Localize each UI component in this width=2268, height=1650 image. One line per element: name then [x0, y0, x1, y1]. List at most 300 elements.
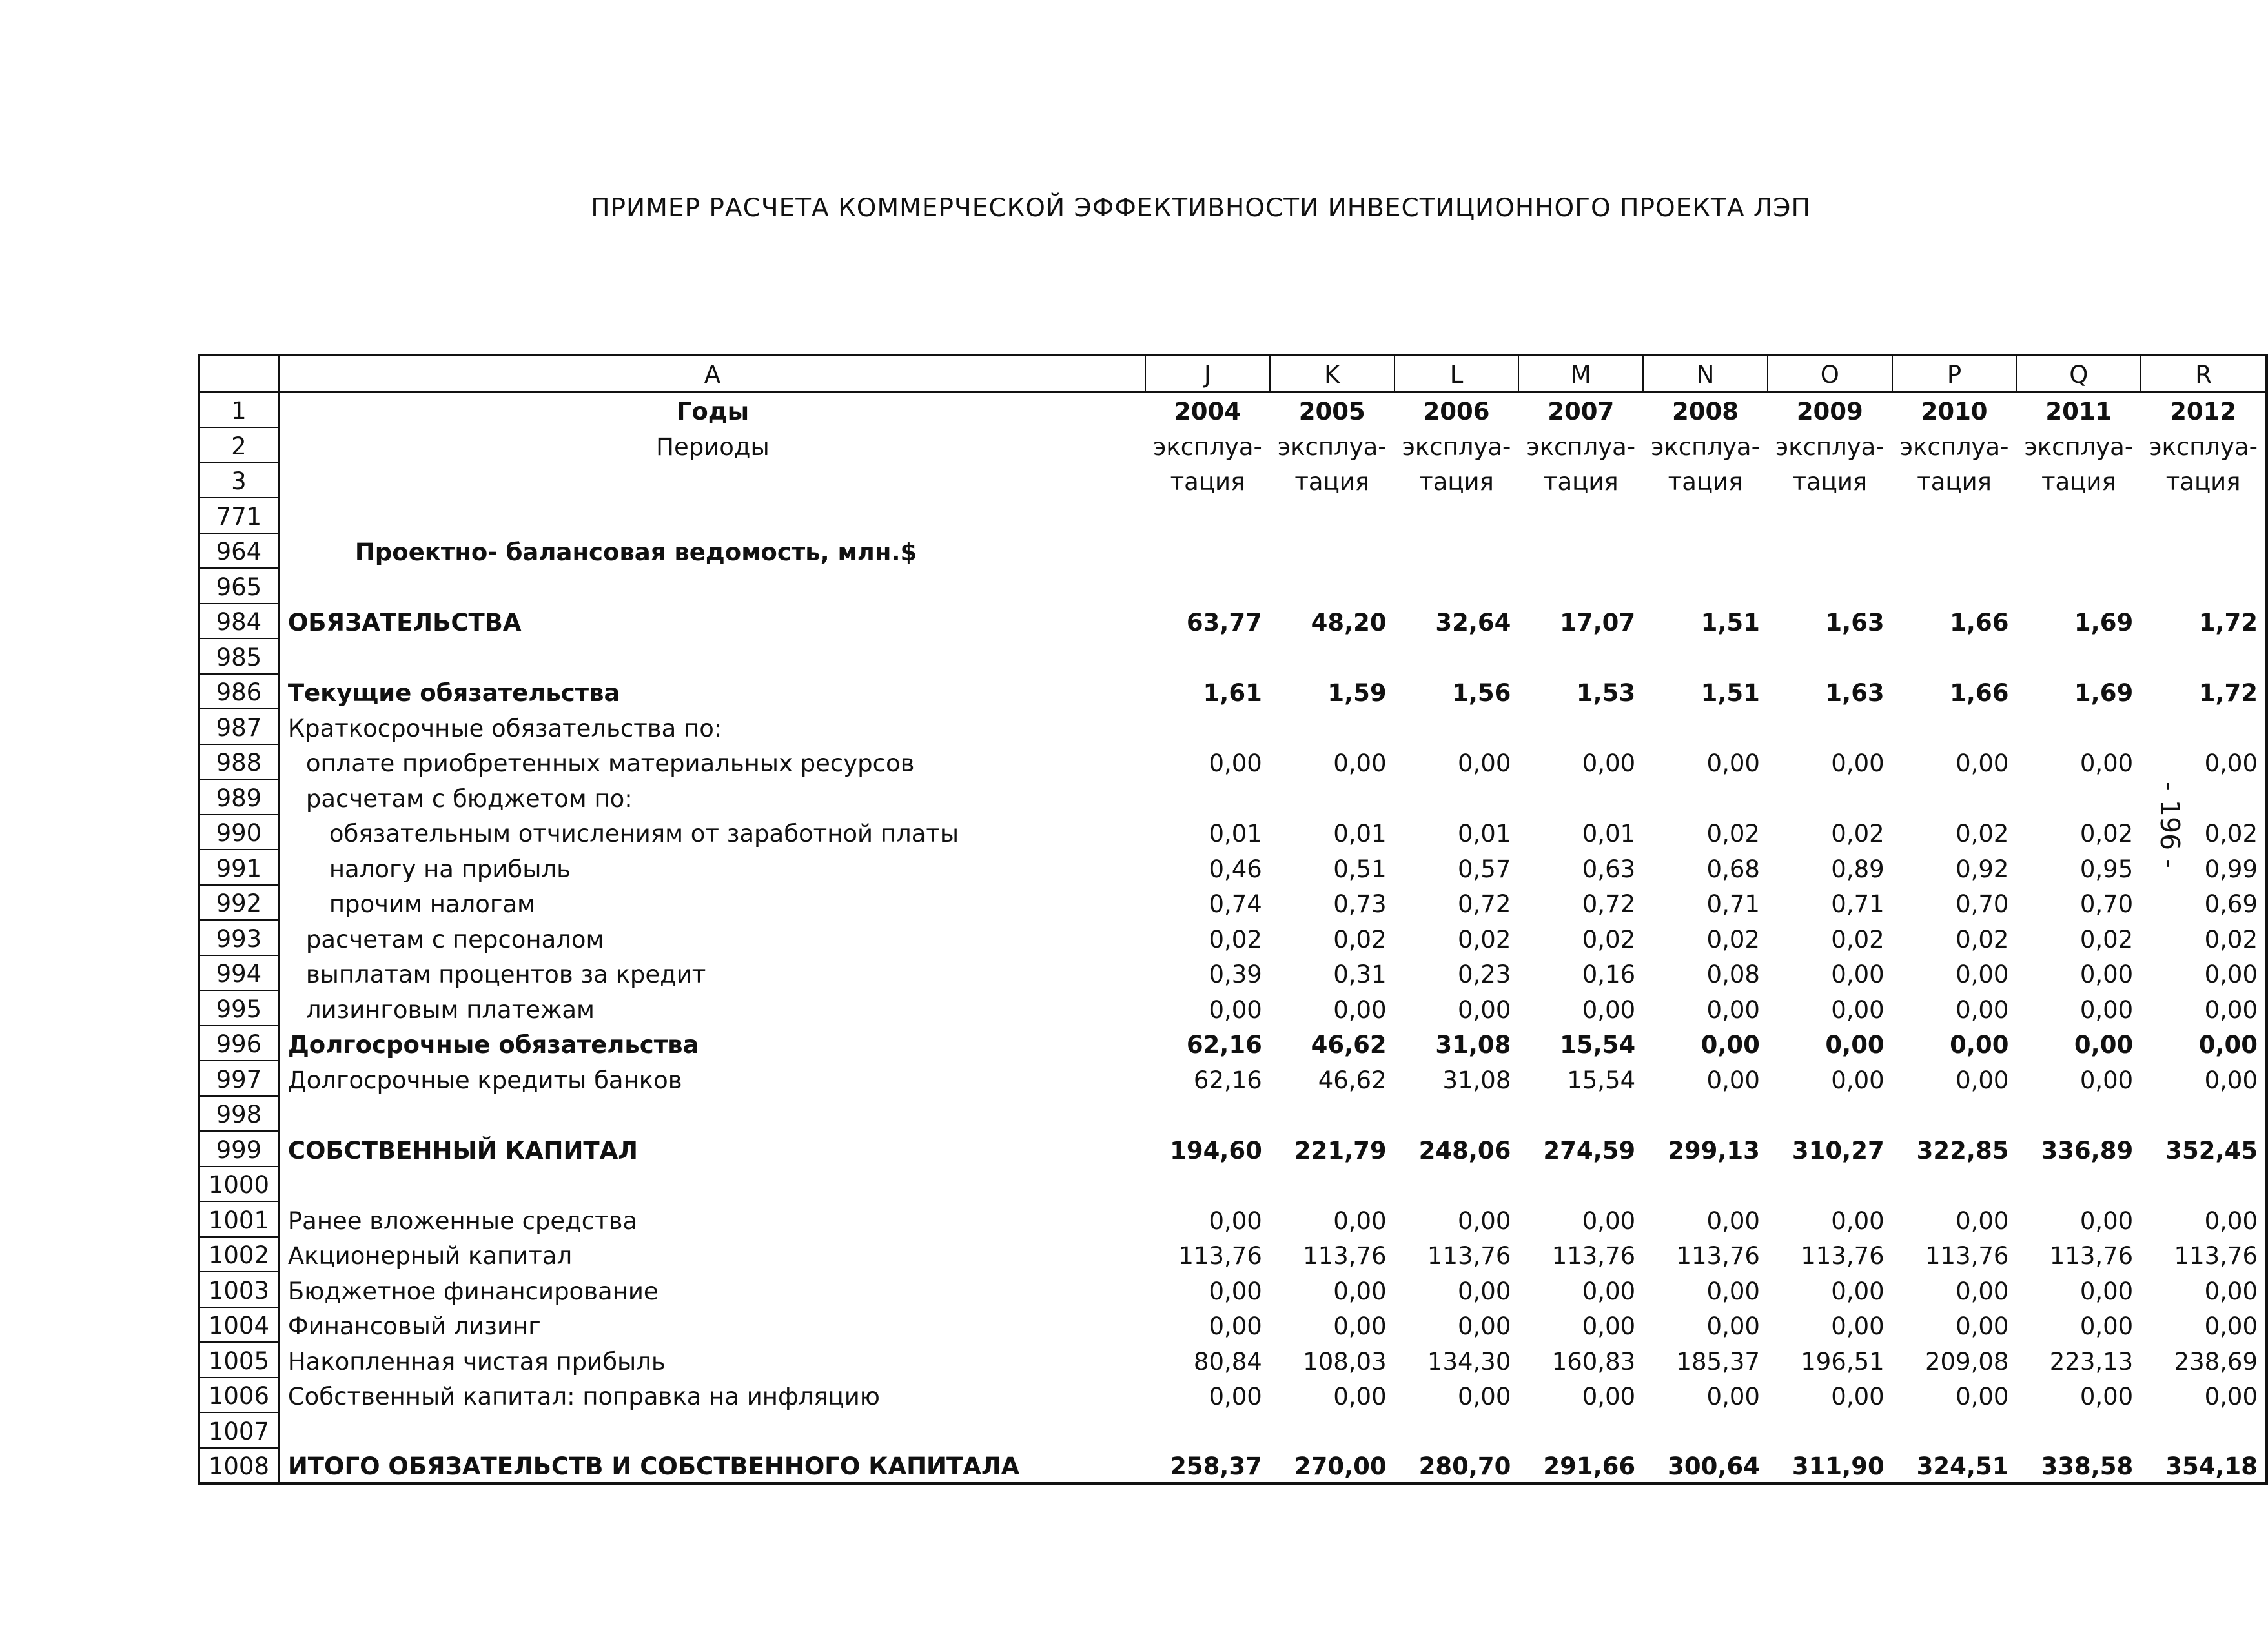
row-number[interactable]: 988	[199, 744, 279, 780]
value-cell[interactable]	[1643, 533, 1768, 569]
value-cell[interactable]: 0,00	[2079, 1066, 2134, 1094]
row-label[interactable]: прочим налогам	[329, 890, 535, 918]
column-header-L[interactable]: L	[1395, 355, 1519, 392]
row-number[interactable]: 999	[199, 1131, 279, 1166]
value-cell[interactable]	[1270, 1166, 1395, 1202]
value-cell[interactable]	[1395, 1096, 1519, 1132]
value-cell[interactable]: 0,00	[1956, 1066, 2009, 1094]
value-cell[interactable]	[1768, 1166, 1892, 1202]
value-cell[interactable]: 0,00	[1831, 995, 1885, 1024]
years-value[interactable]: 2011	[2045, 398, 2112, 425]
value-cell[interactable]: 0,00	[1956, 749, 2009, 777]
value-cell[interactable]	[1892, 709, 2017, 744]
value-cell[interactable]	[1145, 568, 1270, 604]
row-label[interactable]: налогу на прибыль	[329, 855, 571, 883]
value-cell[interactable]	[1270, 709, 1395, 744]
value-cell[interactable]: 1,59	[1327, 679, 1387, 707]
value-cell[interactable]	[2016, 498, 2141, 533]
row-number[interactable]: 1005	[199, 1342, 279, 1378]
value-cell[interactable]: 32,64	[1435, 609, 1511, 637]
value-cell[interactable]: 0,00	[1831, 1066, 1885, 1094]
value-cell[interactable]: 0,31	[1333, 961, 1387, 988]
periods_cont-value[interactable]: тация	[2041, 468, 2116, 496]
column-header-N[interactable]: N	[1643, 355, 1768, 392]
value-cell[interactable]: 113,76	[1676, 1242, 1760, 1270]
value-cell[interactable]: 0,00	[1950, 1031, 2009, 1059]
value-cell[interactable]	[2016, 1166, 2141, 1202]
row-label[interactable]: ИТОГО ОБЯЗАТЕЛЬСТВ И СОБСТВЕННОГО КАПИТАЛА	[287, 1452, 1020, 1480]
value-cell[interactable]: 324,51	[1916, 1452, 2009, 1480]
value-cell[interactable]: 354,18	[2165, 1452, 2258, 1480]
value-cell[interactable]	[1145, 1412, 1270, 1448]
row-label[interactable]: Бюджетное финансирование	[287, 1277, 659, 1305]
row-label[interactable]: Проектно- балансовая ведомость, млн.$	[354, 538, 917, 566]
value-cell[interactable]: 0,00	[1956, 1312, 2009, 1340]
row-number[interactable]: 998	[199, 1096, 279, 1132]
value-cell[interactable]: 48,20	[1311, 609, 1387, 637]
value-cell[interactable]	[2016, 779, 2141, 815]
value-cell[interactable]	[1270, 1096, 1395, 1132]
value-cell[interactable]: 1,51	[1701, 679, 1760, 707]
row-label[interactable]: Ранее вложенные средства	[287, 1207, 638, 1235]
value-cell[interactable]: 0,02	[1706, 820, 1760, 848]
value-cell[interactable]: 0,16	[1582, 961, 1636, 988]
value-cell[interactable]	[1395, 638, 1519, 674]
value-cell[interactable]: 0,95	[2079, 855, 2134, 883]
row-label[interactable]: Акционерный капитал	[287, 1242, 573, 1270]
row-label[interactable]: расчетам с бюджетом по:	[305, 784, 633, 813]
value-cell[interactable]: 0,02	[2204, 925, 2258, 953]
row-number[interactable]: 1007	[199, 1412, 279, 1448]
value-cell[interactable]	[1395, 498, 1519, 533]
value-cell[interactable]: 1,66	[1950, 679, 2009, 707]
periods-value[interactable]: эксплуа-	[1402, 433, 1511, 461]
value-cell[interactable]: 0,02	[1706, 925, 1760, 953]
value-cell[interactable]	[1145, 638, 1270, 674]
value-cell[interactable]: 0,70	[2079, 890, 2134, 918]
row-number[interactable]: 995	[199, 990, 279, 1026]
value-cell[interactable]	[1145, 1166, 1270, 1202]
value-cell[interactable]: 291,66	[1543, 1452, 1636, 1480]
value-cell[interactable]	[2016, 709, 2141, 744]
value-cell[interactable]	[1518, 498, 1643, 533]
value-cell[interactable]	[1643, 709, 1768, 744]
value-cell[interactable]: 1,53	[1576, 679, 1636, 707]
years-value[interactable]: 2012	[2170, 398, 2237, 425]
value-cell[interactable]: 1,63	[1825, 679, 1885, 707]
value-cell[interactable]: 0,00	[2079, 1383, 2134, 1411]
row-number[interactable]: 990	[199, 815, 279, 850]
value-cell[interactable]: 0,01	[1458, 820, 1511, 848]
value-cell[interactable]: 1,72	[2198, 609, 2258, 637]
value-cell[interactable]: 0,00	[1458, 995, 1511, 1024]
value-cell[interactable]	[1643, 498, 1768, 533]
row-label[interactable]	[279, 568, 1145, 604]
value-cell[interactable]	[1395, 709, 1519, 744]
value-cell[interactable]: 0,00	[1458, 1277, 1511, 1305]
value-cell[interactable]: 0,00	[1458, 1207, 1511, 1235]
value-cell[interactable]: 0,02	[2204, 820, 2258, 848]
value-cell[interactable]: 1,61	[1203, 679, 1262, 707]
value-cell[interactable]	[1395, 1412, 1519, 1448]
value-cell[interactable]: 0,00	[2204, 1207, 2258, 1235]
value-cell[interactable]: 0,01	[1333, 820, 1387, 848]
row-label[interactable]: Финансовый лизинг	[287, 1312, 541, 1340]
row-label[interactable]	[279, 498, 1145, 533]
value-cell[interactable]: 113,76	[2174, 1242, 2258, 1270]
value-cell[interactable]: 0,00	[2079, 1207, 2134, 1235]
periods_cont-value[interactable]: тация	[1668, 468, 1743, 496]
value-cell[interactable]: 46,62	[1318, 1066, 1387, 1094]
value-cell[interactable]	[1768, 533, 1892, 569]
value-cell[interactable]	[1270, 533, 1395, 569]
value-cell[interactable]	[1518, 1166, 1643, 1202]
value-cell[interactable]: 31,08	[1442, 1066, 1511, 1094]
value-cell[interactable]: 46,62	[1311, 1031, 1387, 1059]
periods_cont-value[interactable]: тация	[1917, 468, 1992, 496]
value-cell[interactable]: 0,74	[1209, 890, 1262, 918]
value-cell[interactable]: 0,00	[1582, 1277, 1636, 1305]
row-number[interactable]: 992	[199, 885, 279, 921]
value-cell[interactable]	[1145, 498, 1270, 533]
value-cell[interactable]: 0,23	[1458, 961, 1511, 988]
value-cell[interactable]: 0,02	[2079, 925, 2134, 953]
periods-value[interactable]: эксплуа-	[2024, 433, 2134, 461]
periods_cont-value[interactable]: тация	[1792, 468, 1868, 496]
value-cell[interactable]	[1768, 1096, 1892, 1132]
value-cell[interactable]: 0,00	[1956, 1383, 2009, 1411]
value-cell[interactable]	[2016, 638, 2141, 674]
value-cell[interactable]: 248,06	[1418, 1136, 1511, 1165]
row-number[interactable]: 1004	[199, 1307, 279, 1343]
value-cell[interactable]: 0,72	[1582, 890, 1636, 918]
value-cell[interactable]: 221,79	[1294, 1136, 1387, 1165]
value-cell[interactable]	[2016, 1412, 2141, 1448]
periods-value[interactable]: эксплуа-	[2149, 433, 2258, 461]
value-cell[interactable]: 108,03	[1303, 1347, 1387, 1376]
value-cell[interactable]	[1768, 779, 1892, 815]
value-cell[interactable]: 0,00	[2079, 995, 2134, 1024]
value-cell[interactable]	[1892, 638, 2017, 674]
value-cell[interactable]: 113,76	[2049, 1242, 2134, 1270]
value-cell[interactable]	[1395, 779, 1519, 815]
periods-value[interactable]: эксплуа-	[1775, 433, 1885, 461]
periods_cont-value[interactable]: тация	[1543, 468, 1619, 496]
periods_cont-value[interactable]: тация	[1294, 468, 1370, 496]
value-cell[interactable]	[1768, 709, 1892, 744]
row-label[interactable]: Долгосрочные кредиты банков	[287, 1066, 682, 1094]
value-cell[interactable]	[1270, 638, 1395, 674]
value-cell[interactable]: 0,46	[1209, 855, 1262, 883]
value-cell[interactable]: 0,00	[1458, 749, 1511, 777]
value-cell[interactable]: 1,66	[1950, 609, 2009, 637]
value-cell[interactable]: 80,84	[1193, 1347, 1262, 1376]
value-cell[interactable]: 0,73	[1333, 890, 1387, 918]
value-cell[interactable]: 63,77	[1186, 609, 1262, 637]
value-cell[interactable]: 274,59	[1543, 1136, 1636, 1165]
periods-value[interactable]: эксплуа-	[1153, 433, 1262, 461]
value-cell[interactable]: 0,01	[1209, 820, 1262, 848]
value-cell[interactable]	[2141, 1166, 2267, 1202]
value-cell[interactable]	[1145, 779, 1270, 815]
value-cell[interactable]	[2016, 1096, 2141, 1132]
value-cell[interactable]: 0,68	[1706, 855, 1760, 883]
value-cell[interactable]: 238,69	[2174, 1347, 2258, 1376]
value-cell[interactable]: 0,00	[1956, 961, 2009, 988]
value-cell[interactable]	[1395, 1166, 1519, 1202]
value-cell[interactable]: 0,00	[1333, 995, 1387, 1024]
value-cell[interactable]: 0,00	[2204, 749, 2258, 777]
value-cell[interactable]: 0,00	[1956, 1207, 2009, 1235]
row-number[interactable]: 993	[199, 920, 279, 955]
value-cell[interactable]: 0,00	[2079, 1277, 2134, 1305]
row-label[interactable]: обязательным отчислениям от заработной платы	[329, 820, 959, 848]
value-cell[interactable]: 113,76	[1178, 1242, 1262, 1270]
value-cell[interactable]: 209,08	[1925, 1347, 2009, 1376]
value-cell[interactable]: 0,02	[1831, 820, 1885, 848]
row-label[interactable]	[279, 1166, 1145, 1202]
value-cell[interactable]: 0,00	[1831, 1312, 1885, 1340]
value-cell[interactable]	[1643, 568, 1768, 604]
value-cell[interactable]: 352,45	[2165, 1136, 2258, 1165]
row-number[interactable]: 989	[199, 779, 279, 815]
value-cell[interactable]	[1892, 1096, 2017, 1132]
value-cell[interactable]: 0,51	[1333, 855, 1387, 883]
years-value[interactable]: 2009	[1796, 398, 1863, 425]
value-cell[interactable]	[1768, 1412, 1892, 1448]
value-cell[interactable]: 0,00	[1582, 1312, 1636, 1340]
value-cell[interactable]: 0,00	[1831, 1383, 1885, 1411]
row-number[interactable]: 1000	[199, 1166, 279, 1202]
column-header-R[interactable]: R	[2141, 355, 2267, 392]
periods_cont-value[interactable]: тация	[1170, 468, 1245, 496]
value-cell[interactable]: 196,51	[1801, 1347, 1885, 1376]
value-cell[interactable]: 0,00	[1706, 1383, 1760, 1411]
header-label[interactable]	[279, 463, 1145, 498]
value-cell[interactable]: 0,02	[1831, 925, 1885, 953]
value-cell[interactable]	[2141, 568, 2267, 604]
value-cell[interactable]	[1518, 638, 1643, 674]
row-label[interactable]: расчетам с персоналом	[305, 925, 604, 953]
value-cell[interactable]: 0,02	[1209, 925, 1262, 953]
value-cell[interactable]: 0,00	[2204, 961, 2258, 988]
value-cell[interactable]: 185,37	[1676, 1347, 1760, 1376]
value-cell[interactable]: 0,00	[2079, 749, 2134, 777]
value-cell[interactable]: 0,02	[1956, 820, 2009, 848]
value-cell[interactable]	[1518, 709, 1643, 744]
row-label[interactable]: Долгосрочные обязательства	[287, 1031, 699, 1059]
value-cell[interactable]	[1643, 1166, 1768, 1202]
years-value[interactable]: 2010	[1921, 398, 1988, 425]
row-number[interactable]: 964	[199, 533, 279, 569]
value-cell[interactable]: 0,71	[1706, 890, 1760, 918]
value-cell[interactable]: 0,00	[1956, 1277, 2009, 1305]
value-cell[interactable]: 0,89	[1831, 855, 1885, 883]
value-cell[interactable]: 0,00	[2204, 995, 2258, 1024]
value-cell[interactable]: 0,00	[2204, 1312, 2258, 1340]
value-cell[interactable]: 0,00	[1831, 1207, 1885, 1235]
value-cell[interactable]: 0,00	[1333, 1207, 1387, 1235]
value-cell[interactable]: 0,00	[1458, 1312, 1511, 1340]
value-cell[interactable]	[2141, 1096, 2267, 1132]
value-cell[interactable]	[1768, 568, 1892, 604]
value-cell[interactable]: 0,00	[1582, 1383, 1636, 1411]
value-cell[interactable]: 0,72	[1458, 890, 1511, 918]
column-header-Q[interactable]: Q	[2016, 355, 2141, 392]
value-cell[interactable]	[1270, 779, 1395, 815]
value-cell[interactable]: 0,00	[1458, 1383, 1511, 1411]
value-cell[interactable]: 0,01	[1582, 820, 1636, 848]
value-cell[interactable]	[2141, 709, 2267, 744]
value-cell[interactable]: 0,63	[1582, 855, 1636, 883]
value-cell[interactable]: 0,00	[1706, 749, 1760, 777]
value-cell[interactable]: 113,76	[1551, 1242, 1636, 1270]
value-cell[interactable]: 0,00	[1831, 1277, 1885, 1305]
value-cell[interactable]	[1145, 709, 1270, 744]
column-header-A[interactable]: A	[279, 355, 1145, 392]
value-cell[interactable]: 0,02	[1582, 925, 1636, 953]
periods-value[interactable]: эксплуа-	[1899, 433, 2009, 461]
row-number[interactable]: 996	[199, 1026, 279, 1061]
value-cell[interactable]: 0,00	[1209, 995, 1262, 1024]
value-cell[interactable]: 113,76	[1427, 1242, 1511, 1270]
value-cell[interactable]: 0,02	[1458, 925, 1511, 953]
row-label[interactable]: Накопленная чистая прибыль	[287, 1347, 666, 1376]
value-cell[interactable]: 0,00	[1701, 1031, 1760, 1059]
value-cell[interactable]	[1270, 1412, 1395, 1448]
row-number[interactable]: 984	[199, 604, 279, 639]
value-cell[interactable]	[1145, 1096, 1270, 1132]
value-cell[interactable]	[2141, 498, 2267, 533]
years-value[interactable]: 2004	[1174, 398, 1241, 425]
value-cell[interactable]: 0,71	[1831, 890, 1885, 918]
value-cell[interactable]: 0,00	[1582, 1207, 1636, 1235]
value-cell[interactable]	[1768, 638, 1892, 674]
value-cell[interactable]: 194,60	[1170, 1136, 1262, 1165]
row-label[interactable]	[279, 638, 1145, 674]
value-cell[interactable]	[1643, 1096, 1768, 1132]
value-cell[interactable]	[1395, 533, 1519, 569]
value-cell[interactable]: 299,13	[1668, 1136, 1760, 1165]
periods-value[interactable]: эксплуа-	[1277, 433, 1387, 461]
row-label[interactable]: ОБЯЗАТЕЛЬСТВА	[287, 609, 522, 637]
years-value[interactable]: 2007	[1548, 398, 1615, 425]
column-header-P[interactable]: P	[1892, 355, 2017, 392]
value-cell[interactable]: 280,70	[1418, 1452, 1511, 1480]
value-cell[interactable]: 0,00	[2204, 1277, 2258, 1305]
value-cell[interactable]	[2141, 1412, 2267, 1448]
value-cell[interactable]: 0,39	[1209, 961, 1262, 988]
value-cell[interactable]: 0,00	[1706, 1066, 1760, 1094]
value-cell[interactable]: 0,00	[2204, 1383, 2258, 1411]
column-header-M[interactable]: M	[1518, 355, 1643, 392]
value-cell[interactable]: 1,56	[1452, 679, 1511, 707]
value-cell[interactable]: 62,16	[1186, 1031, 1262, 1059]
value-cell[interactable]: 1,69	[2074, 679, 2134, 707]
value-cell[interactable]: 336,89	[2041, 1136, 2134, 1165]
value-cell[interactable]	[2141, 779, 2267, 815]
row-number[interactable]: 1003	[199, 1272, 279, 1307]
value-cell[interactable]: 31,08	[1435, 1031, 1511, 1059]
value-cell[interactable]: 258,37	[1170, 1452, 1262, 1480]
value-cell[interactable]: 0,70	[1956, 890, 2009, 918]
value-cell[interactable]: 0,00	[1582, 995, 1636, 1024]
value-cell[interactable]	[2141, 533, 2267, 569]
value-cell[interactable]	[1395, 568, 1519, 604]
value-cell[interactable]: 1,72	[2198, 679, 2258, 707]
value-cell[interactable]: 134,30	[1427, 1347, 1511, 1376]
value-cell[interactable]: 0,00	[1831, 961, 1885, 988]
value-cell[interactable]: 62,16	[1193, 1066, 1262, 1094]
value-cell[interactable]	[2016, 568, 2141, 604]
periods_cont-value[interactable]: тация	[1419, 468, 1494, 496]
value-cell[interactable]: 0,00	[2074, 1031, 2134, 1059]
value-cell[interactable]: 113,76	[1801, 1242, 1885, 1270]
row-label[interactable]: лизинговым платежам	[305, 995, 595, 1024]
value-cell[interactable]: 160,83	[1551, 1347, 1636, 1376]
row-number[interactable]: 1008	[199, 1448, 279, 1484]
row-number[interactable]: 3	[199, 463, 279, 498]
periods-value[interactable]: эксплуа-	[1651, 433, 1760, 461]
value-cell[interactable]: 0,00	[1706, 1277, 1760, 1305]
row-number[interactable]: 1002	[199, 1237, 279, 1272]
periods_cont-value[interactable]: тация	[2165, 468, 2241, 496]
value-cell[interactable]: 300,64	[1668, 1452, 1760, 1480]
value-cell[interactable]: 0,00	[1333, 749, 1387, 777]
value-cell[interactable]	[1892, 1166, 2017, 1202]
value-cell[interactable]: 113,76	[1303, 1242, 1387, 1270]
value-cell[interactable]: 0,92	[1956, 855, 2009, 883]
row-label[interactable]: выплатам процентов за кредит	[305, 961, 706, 988]
value-cell[interactable]	[1643, 1412, 1768, 1448]
value-cell[interactable]: 0,02	[2079, 820, 2134, 848]
value-cell[interactable]: 0,00	[1956, 995, 2009, 1024]
column-header-J[interactable]: J	[1145, 355, 1270, 392]
value-cell[interactable]: 0,02	[1956, 925, 2009, 953]
row-label[interactable]	[279, 1096, 1145, 1132]
value-cell[interactable]: 0,99	[2204, 855, 2258, 883]
value-cell[interactable]: 0,02	[1333, 925, 1387, 953]
value-cell[interactable]: 0,00	[1825, 1031, 1885, 1059]
years-value[interactable]: 2008	[1672, 398, 1739, 425]
years-value[interactable]: 2005	[1298, 398, 1365, 425]
row-number[interactable]: 997	[199, 1061, 279, 1096]
value-cell[interactable]: 0,00	[1333, 1312, 1387, 1340]
value-cell[interactable]	[1892, 533, 2017, 569]
value-cell[interactable]: 338,58	[2041, 1452, 2134, 1480]
row-number[interactable]: 991	[199, 850, 279, 885]
value-cell[interactable]	[1518, 568, 1643, 604]
value-cell[interactable]: 17,07	[1560, 609, 1636, 637]
value-cell[interactable]	[1768, 498, 1892, 533]
value-cell[interactable]: 1,63	[1825, 609, 1885, 637]
value-cell[interactable]: 0,08	[1706, 961, 1760, 988]
value-cell[interactable]	[1518, 1412, 1643, 1448]
value-cell[interactable]	[1643, 638, 1768, 674]
value-cell[interactable]	[1892, 1412, 2017, 1448]
value-cell[interactable]: 0,00	[1209, 1207, 1262, 1235]
value-cell[interactable]: 0,00	[1209, 1312, 1262, 1340]
value-cell[interactable]: 0,00	[1209, 749, 1262, 777]
value-cell[interactable]	[1518, 1096, 1643, 1132]
row-label[interactable]: Краткосрочные обязательства по:	[287, 714, 722, 742]
row-label[interactable]	[279, 1412, 1145, 1448]
value-cell[interactable]	[1270, 568, 1395, 604]
value-cell[interactable]: 0,00	[1831, 749, 1885, 777]
column-header-K[interactable]: K	[1270, 355, 1395, 392]
value-cell[interactable]	[1145, 533, 1270, 569]
row-number[interactable]: 965	[199, 568, 279, 604]
